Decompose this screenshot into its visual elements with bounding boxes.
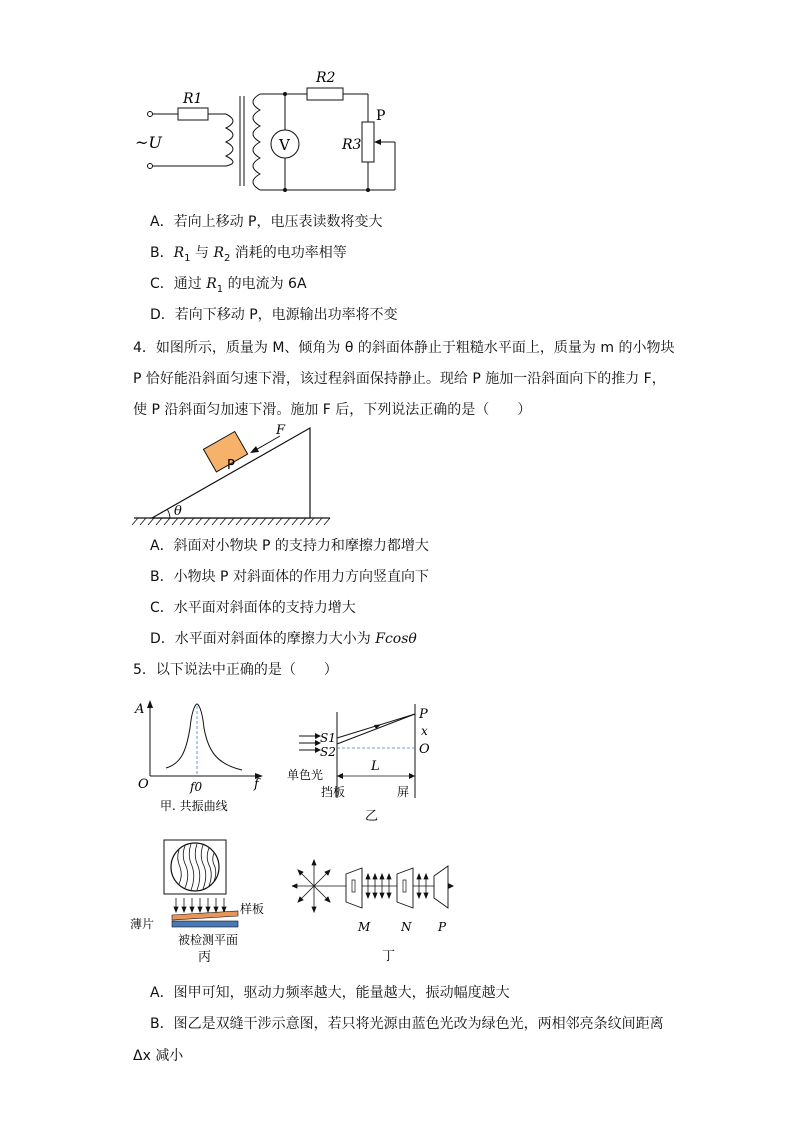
q3-option-a[interactable]: A．若向上移动 P，电压表读数将变大 [150, 214, 383, 230]
distance-l-label: L [371, 759, 380, 774]
q3-option-b-r2: R [213, 245, 224, 261]
q3-option-c[interactable] [150, 275, 307, 299]
film-label: 薄片 [130, 917, 155, 931]
baffle-label: 挡板 [321, 785, 346, 799]
q4-option-c[interactable]: C．水平面对斜面体的支持力增大 [150, 600, 356, 616]
force-label: F [276, 423, 286, 438]
screen-p [434, 866, 448, 908]
n-label: N [401, 920, 412, 934]
origin-label: O [138, 777, 149, 792]
q5-stem: 5．以下说法中正确的是（ ） [133, 662, 338, 678]
frequency-axis-label: f [254, 777, 259, 792]
resonance-curve-figure [130, 698, 270, 818]
ground-hatch [132, 518, 330, 525]
slider-arrow-icon [374, 139, 381, 145]
q3-option-b[interactable] [150, 244, 347, 268]
point-p-label: P [419, 707, 428, 722]
q4-option-d-text: D．水平面对斜面体的摩擦力大小为 [150, 631, 376, 647]
incline-diagram [130, 420, 340, 532]
natural-light-icon [292, 860, 334, 912]
r2-label: R2 [316, 70, 336, 86]
fig-bing-caption: 丙 [198, 950, 212, 965]
q3-option-b-post: 消耗的电功率相等 [230, 245, 347, 261]
rheostat-r3 [362, 122, 374, 162]
double-slit-figure [285, 700, 445, 825]
angle-label: θ [174, 504, 182, 519]
q3-option-c-r: R [206, 276, 217, 292]
thin-film-figure [130, 838, 280, 968]
block-label: P [227, 458, 235, 473]
source-label: ~U [135, 133, 162, 152]
q3-option-b-r: R [173, 245, 185, 261]
q3-option-b-sub: 1 [184, 252, 191, 264]
q4-stem-line2: P 恰好能沿斜面匀速下滑，该过程斜面保持静止。现给 P 施加一沿斜面向下的推力 F， [133, 371, 666, 387]
polarization-figure [292, 852, 462, 964]
sample-plate [172, 911, 238, 920]
m-label: M [358, 920, 371, 934]
s1-label: S1 [320, 731, 336, 745]
resonance-curve [166, 704, 242, 770]
tested-plane [172, 921, 238, 927]
block-p [203, 431, 247, 471]
q5-option-b-continued: Δx 减小 [133, 1048, 184, 1064]
r3-label: R3 [342, 137, 362, 153]
sample-label: 样板 [240, 902, 265, 916]
q3-option-b-mid: 与 [190, 245, 214, 261]
q3-option-c-sub: 1 [216, 283, 224, 295]
q4-stem-line3: 使 P 沿斜面匀加速下滑。施加 F 后，下列说法正确的是（ ） [133, 402, 532, 418]
q4-option-d-expr: Fcosθ [375, 631, 417, 647]
q4-option-d[interactable] [150, 630, 417, 648]
s2-label: S2 [320, 745, 336, 759]
q3-option-b-sub2: 2 [223, 252, 231, 264]
circuit-diagram [130, 62, 420, 197]
q4-option-b[interactable]: B．小物块 P 对斜面体的作用力方向竖直向下 [150, 569, 429, 585]
screen-label: 屏 [397, 785, 410, 799]
resistor-r2 [307, 88, 343, 100]
amplitude-axis-label: A [135, 702, 145, 717]
f0-label: f0 [190, 780, 203, 794]
q4-stem-line1: 4．如图所示，质量为 M、倾角为 θ 的斜面体静止于粗糙水平面上，质量为 m 的小物块 [133, 340, 675, 356]
q3-option-c-post: 的电流为 6A [223, 276, 307, 292]
slider-label: P [376, 108, 386, 124]
fig-ding-caption: 丁 [382, 949, 396, 964]
p-label: P [438, 920, 447, 934]
q5-option-a[interactable]: A．图甲可知，驱动力频率越大，能量越大，振动幅度越大 [150, 985, 510, 1001]
x-label: x [421, 724, 428, 738]
q3-option-b-prefix: B． [150, 245, 174, 261]
q5-option-b[interactable]: B．图乙是双缝干涉示意图，若只将光源由蓝色光改为绿色光，两相邻亮条纹间距离 [150, 1016, 664, 1032]
resistor-r1 [178, 108, 208, 120]
fig-jia-caption: 甲. 共振曲线 [160, 799, 228, 813]
point-o-label: O [419, 742, 430, 757]
light-label: 单色光 [287, 768, 324, 782]
q3-option-c-prefix: C．通过 [150, 276, 207, 292]
fig-yi-caption: 乙 [365, 809, 379, 824]
q4-option-a[interactable]: A．斜面对小物块 P 的支持力和摩擦力都增大 [150, 538, 429, 554]
voltmeter-label: V [279, 136, 290, 154]
force-arrow-icon [250, 446, 259, 453]
interference-pattern [171, 843, 219, 891]
plane-label: 被检测平面 [178, 933, 239, 947]
q3-option-d[interactable]: D．若向下移动 P，电源输出功率将不变 [150, 307, 398, 323]
r1-label: R1 [183, 91, 203, 107]
